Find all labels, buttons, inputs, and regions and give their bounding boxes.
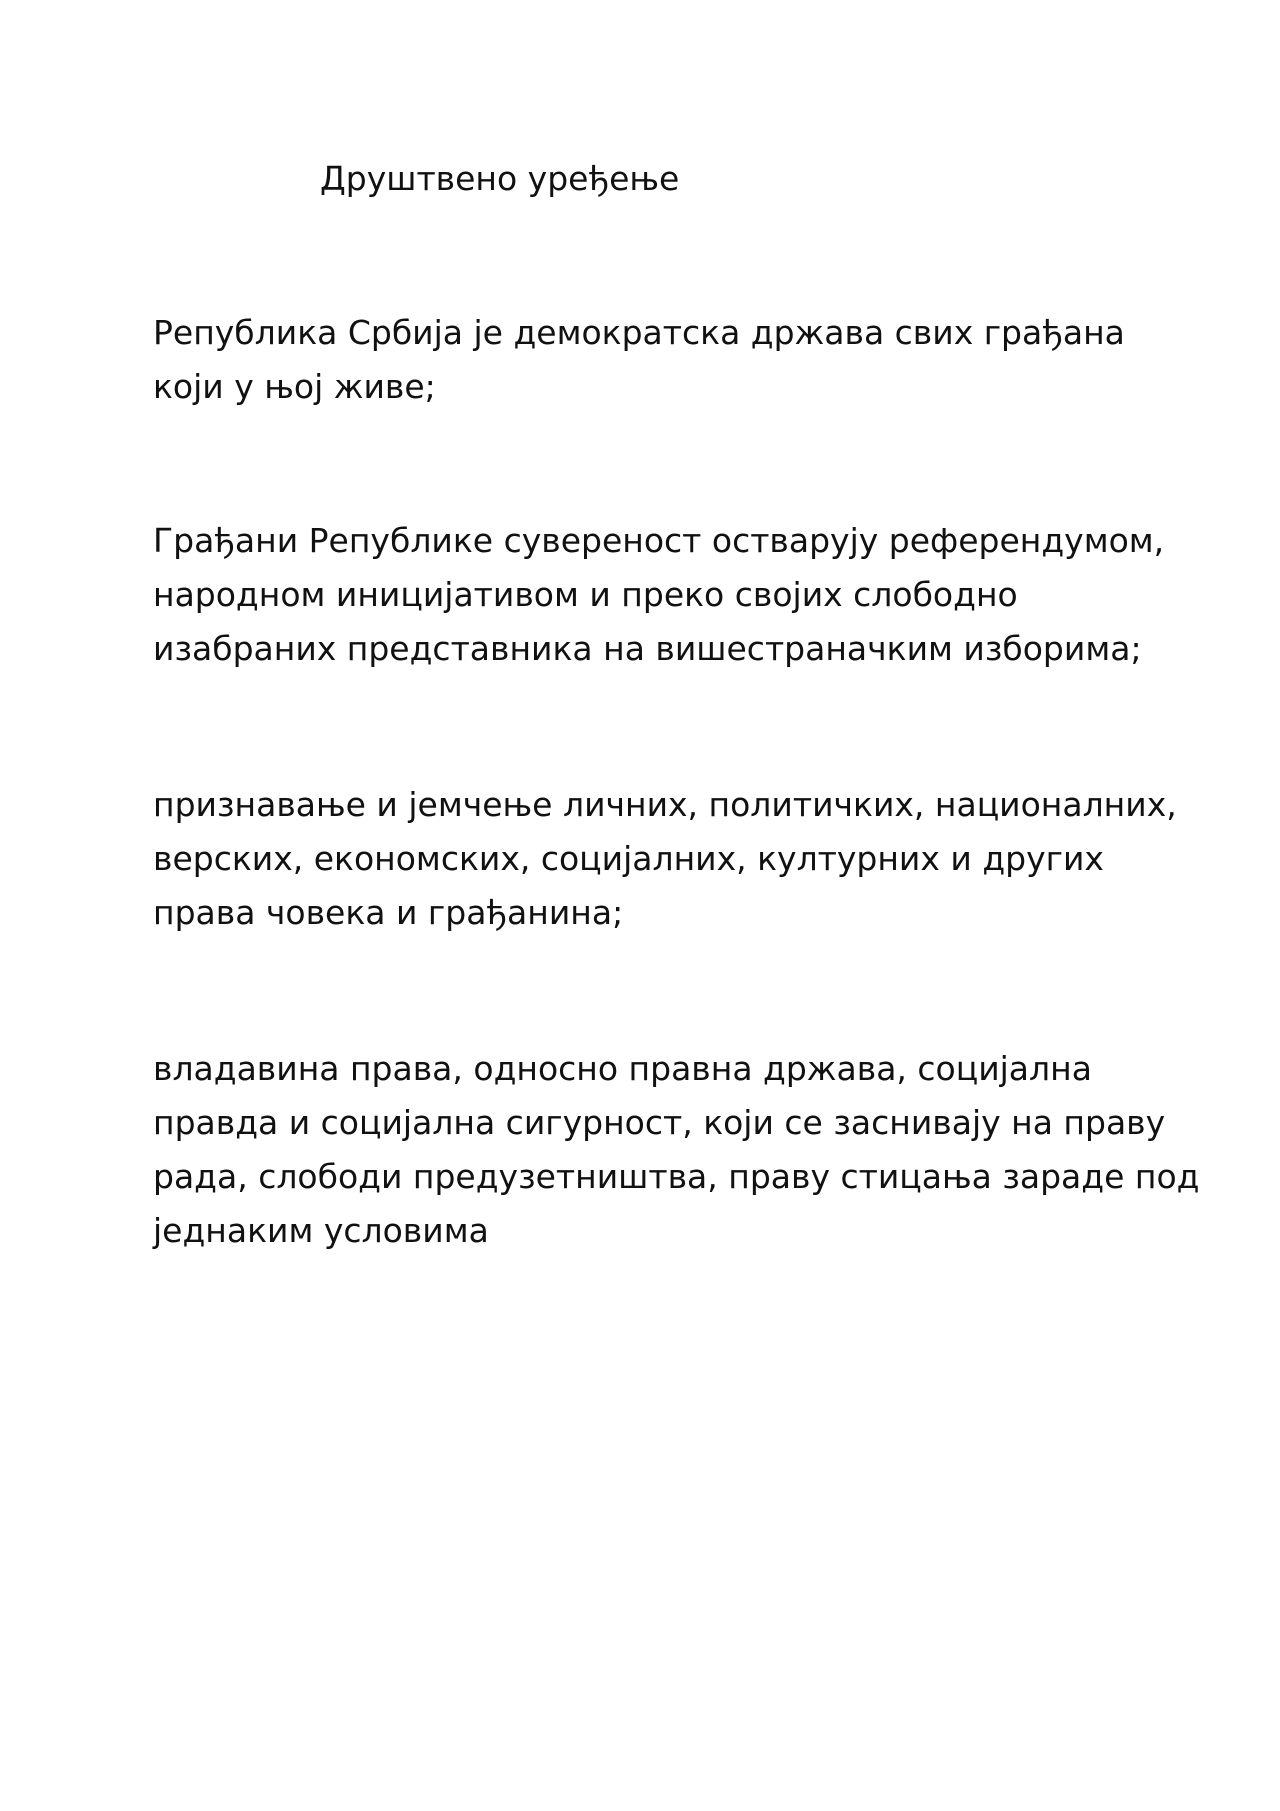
text-line: верских, економских, социјалних, културних и других — [153, 839, 1104, 878]
text-line: који у њој живе; — [153, 367, 436, 406]
text-line: Република Србија је демократска држава свих грађана — [153, 313, 1125, 352]
document-title: Друштвено уређење — [320, 159, 680, 198]
text-line: права човека и грађанина; — [153, 893, 624, 932]
text-line: Грађани Републике сувереност остварују референдумом, — [153, 521, 1165, 560]
document-body — [153, 306, 1200, 1258]
paragraph-democratic-state — [153, 306, 1153, 414]
text-line: народном иницијативом и преко својих слободно — [153, 575, 1018, 614]
text-line: једнаким условима — [153, 1211, 489, 1250]
text-line: владавина права, односно правна држава, социјална — [153, 1049, 1092, 1088]
text-line: правда и социјална сигурност, који се заснивају на праву — [153, 1103, 1166, 1142]
paragraph-sovereignty — [153, 514, 1165, 676]
paragraph-rights — [153, 778, 1177, 940]
text-line: рада, слободи предузетништва, праву стицања зараде под — [153, 1157, 1200, 1196]
paragraph-rule-of-law — [153, 1042, 1200, 1258]
text-line: признавање и јемчење личних, политичких, националних, — [153, 785, 1177, 824]
text-line: изабраних представника на вишестраначким изборима; — [153, 629, 1142, 668]
